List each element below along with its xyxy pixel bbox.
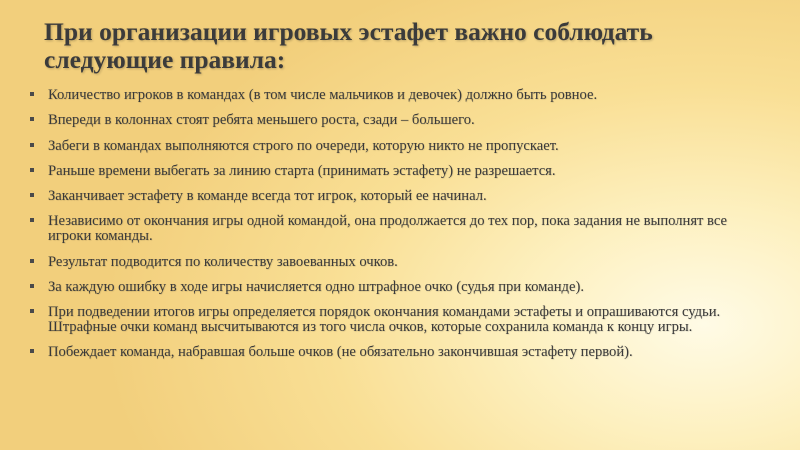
bullet-square-icon [30,284,34,288]
bullet-item [30,139,765,154]
bullet-square-icon [30,168,34,172]
bullet-text: Независимо от окончания игры одной командой, она продолжается до тех пор, пока задания не выполнят все игроки команды. [48,213,727,245]
bullet-list [30,88,765,371]
bullet-square-icon [30,349,34,353]
bullet-item [30,164,765,179]
bullet-text: За каждую ошибку в ходе игры начисляется одно штрафное очко (судья при команде). [48,278,584,295]
bullet-item [30,305,765,335]
bullet-text: Количество игроков в командах (в том числе мальчиков и девочек) должно быть ровное. [48,87,598,103]
bullet-text: При подведении итогов игры определяется порядок окончания командами эстафеты и опрашиваются судьи. Штрафные очки команд высчитываются из того числа очков, которые сохранила команда к концу игры. [48,304,721,335]
bullet-text: Побеждает команда, набравшая больше очков (не обязательно закончившая эстафету первой). [48,344,633,361]
bullet-item [30,189,765,204]
bullet-square-icon [30,259,34,263]
bullet-item [30,345,765,360]
bullet-text: Забеги в командах выполняются строго по очереди, которую никто не пропускает. [48,137,559,154]
bullet-item [30,280,765,295]
bullet-text: Результат подводится по количеству завоеванных очков. [48,253,398,270]
bullet-item [30,113,765,128]
bullet-square-icon [30,92,34,96]
bullet-item [30,255,765,270]
bullet-square-icon [30,193,34,197]
bullet-square-icon [30,218,34,222]
bullet-item [30,88,765,103]
slide-title: При организации игровых эстафет важно соблюдать следующие правила: [44,17,653,74]
bullet-square-icon [30,117,34,121]
bullet-text: Раньше времени выбегать за линию старта (принимать эстафету) не разрешается. [48,162,556,179]
bullet-square-icon [30,143,34,147]
bullet-text: Заканчивает эстафету в команде всегда тот игрок, который ее начинал. [48,188,487,205]
bullet-square-icon [30,309,34,313]
bullet-text: Впереди в колоннах стоят ребята меньшего роста, сзади – большего. [48,112,475,129]
bullet-item [30,214,765,244]
